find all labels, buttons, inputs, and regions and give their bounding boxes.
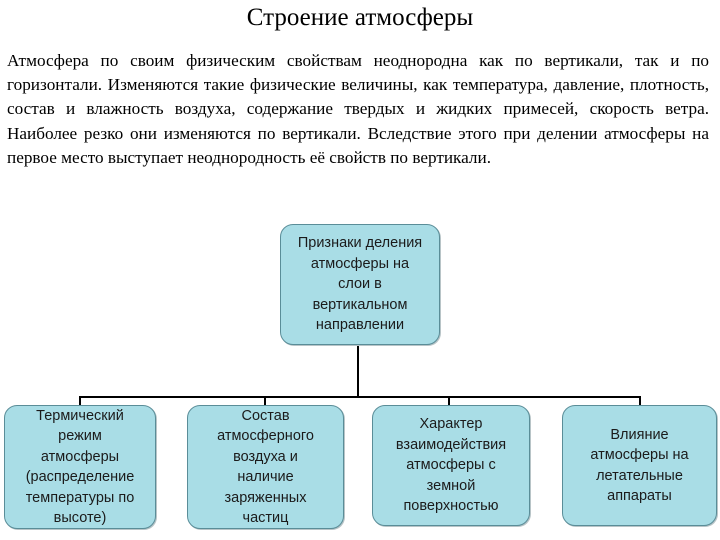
connector-root-down <box>357 345 359 397</box>
root-node <box>280 224 440 345</box>
child-node-interaction <box>372 405 530 526</box>
page-title: Строение атмосферы <box>246 4 474 31</box>
child-node-label: Характер взаимодействия атмосферы с земной поверхностью <box>395 416 507 515</box>
intro-paragraph: Атмосфера по своим физическим свойствам неоднородна как по вертикали, так и по горизонтали. Изменяются такие физические величины, как температура, давление, плотность, состав и влажность воздуха, содержание твердых и жидких примесей, скорость ветра. Наиболее резко они изменяются по вертикали. Вследствие этого при делении атмосферы на первое место выступает неоднородность её свойств по вертикали. <box>7 51 709 167</box>
child-node-label: Состав атмосферного воздуха и наличие заряженных частиц <box>217 407 314 526</box>
child-node-thermal <box>4 405 156 529</box>
child-node-label: Влияние атмосферы на летательные аппараты <box>590 426 689 504</box>
connector-horizontal <box>79 396 640 398</box>
root-node-label: Признаки деления атмосферы на слои в вертикальном направлении <box>297 235 423 334</box>
child-node-aircraft <box>562 405 717 526</box>
child-node-composition <box>187 405 344 529</box>
child-node-label: Термический режим атмосферы (распределение температуры по высоте) <box>25 407 135 526</box>
